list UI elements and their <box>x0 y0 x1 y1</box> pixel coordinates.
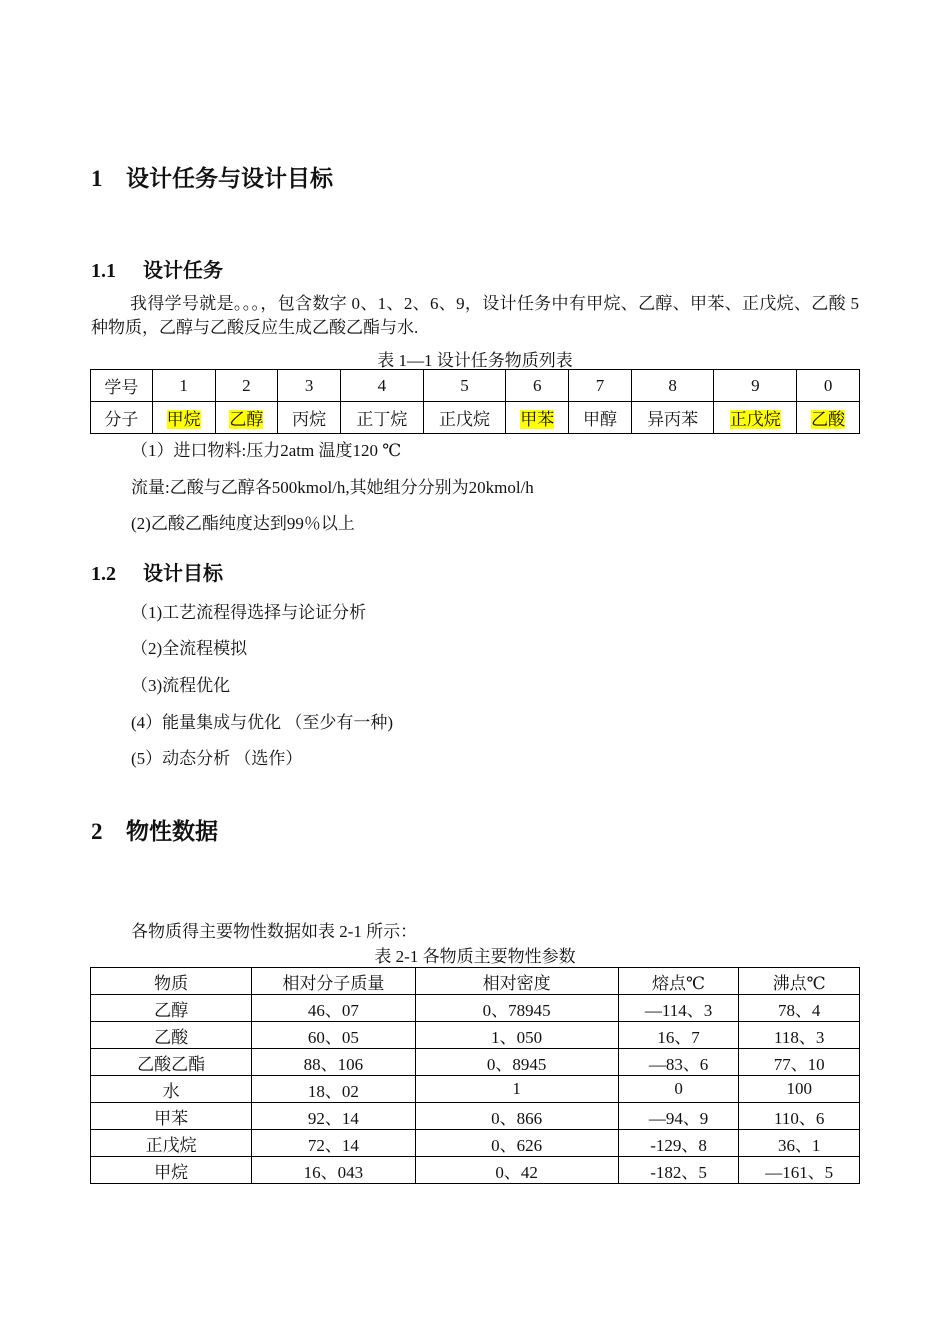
section-number: 1.1 <box>91 260 116 282</box>
physical-properties-table <box>90 967 860 1184</box>
table-row <box>91 1103 860 1130</box>
table-cell: 0、78945 <box>415 995 618 1022</box>
table-cell: 甲烷 <box>91 1157 252 1184</box>
goal-item: （2)全流程模拟 <box>131 639 248 658</box>
table-cell <box>714 402 797 434</box>
table-cell <box>152 402 215 434</box>
table-cell: —161、5 <box>739 1157 860 1184</box>
table-cell: 8 <box>631 370 714 402</box>
table-cell: 学号 <box>91 370 153 402</box>
table-cell: 16、7 <box>618 1022 739 1049</box>
section-1-2-heading <box>91 557 223 586</box>
table-cell: 0 <box>618 1076 739 1103</box>
table-row <box>91 1157 860 1184</box>
goal-item: （3)流程优化 <box>131 676 231 695</box>
table-cell: 乙酸乙酯 <box>91 1049 252 1076</box>
table-cell: 6 <box>506 370 569 402</box>
table-cell: 1 <box>152 370 215 402</box>
table-cell: 3 <box>278 370 341 402</box>
table-cell: 0 <box>797 370 860 402</box>
table-row <box>91 1049 860 1076</box>
table-cell: 78、4 <box>739 995 860 1022</box>
table-cell: 0、626 <box>415 1130 618 1157</box>
table-cell: 60、05 <box>252 1022 415 1049</box>
table-cell: 118、3 <box>739 1022 860 1049</box>
highlighted-substance: 乙酸 <box>811 410 846 429</box>
table-cell: 正丁烷 <box>341 402 424 434</box>
section-title: 物性数据 <box>126 819 218 844</box>
table-cell: 0、866 <box>415 1103 618 1130</box>
table-cell: 88、106 <box>252 1049 415 1076</box>
table-cell: -129、8 <box>618 1130 739 1157</box>
table-cell: 丙烷 <box>278 402 341 434</box>
section-title: 设计目标 <box>143 563 223 585</box>
table-cell: 16、043 <box>252 1157 415 1184</box>
condition-line: 流量:乙酸与乙醇各500kmol/h,其她组分分别为20kmol/h <box>131 478 534 497</box>
table-cell: —114、3 <box>618 995 739 1022</box>
table-cell: 甲苯 <box>91 1103 252 1130</box>
table-cell: 正戊烷 <box>91 1130 252 1157</box>
highlighted-substance: 正戊烷 <box>729 410 781 429</box>
table-cell: 46、07 <box>252 995 415 1022</box>
table-cell: 9 <box>714 370 797 402</box>
table-1-caption: 表 1—1 设计任务物质列表 <box>377 351 573 370</box>
table-cell <box>506 402 569 434</box>
highlighted-substance: 甲烷 <box>166 410 201 429</box>
table-cell: 甲醇 <box>569 402 632 434</box>
highlighted-substance: 乙醇 <box>229 410 264 429</box>
goal-item: （1)工艺流程得选择与论证分析 <box>131 603 367 622</box>
table-cell: 4 <box>341 370 424 402</box>
table-cell: 异丙苯 <box>631 402 714 434</box>
task-paragraph: 我得学号就是。。。，包含数字 0、1、2、6、9，设计任务中有甲烷、乙醇、甲苯、正戊烷、乙酸 5 种物质，乙醇与乙酸反应生成乙酸乙酯与水. <box>91 294 859 337</box>
table-cell: 乙酸 <box>91 1022 252 1049</box>
goal-item: (5）动态分析 （选作） <box>131 749 303 768</box>
table-cell: 1 <box>415 1076 618 1103</box>
column-header: 熔点℃ <box>618 968 739 995</box>
table-cell: 5 <box>423 370 506 402</box>
table-cell: 18、02 <box>252 1076 415 1103</box>
table-header-row <box>91 968 860 995</box>
table-cell <box>797 402 860 434</box>
condition-line: (2)乙酸乙酯纯度达到99％以上 <box>131 514 355 533</box>
table-cell: 正戊烷 <box>423 402 506 434</box>
table-row <box>91 1022 860 1049</box>
table-cell <box>215 402 278 434</box>
table-row <box>91 402 860 434</box>
table-cell: 92、14 <box>252 1103 415 1130</box>
table-cell: 水 <box>91 1076 252 1103</box>
highlighted-substance: 甲苯 <box>520 410 555 429</box>
section-1-heading <box>91 160 333 193</box>
column-header: 相对分子质量 <box>252 968 415 995</box>
table-row <box>91 1130 860 1157</box>
table-cell: 乙醇 <box>91 995 252 1022</box>
task-substance-table <box>90 369 860 434</box>
table-cell: 7 <box>569 370 632 402</box>
table-cell: 0、42 <box>415 1157 618 1184</box>
condition-line: （1）进口物料:压力2atm 温度120 ℃ <box>131 441 402 460</box>
table-row <box>91 370 860 402</box>
column-header: 物质 <box>91 968 252 995</box>
table-row <box>91 995 860 1022</box>
section-2-heading <box>91 813 218 846</box>
section-1-1-heading <box>91 254 223 283</box>
table-cell: 100 <box>739 1076 860 1103</box>
section-number: 1.2 <box>91 563 116 585</box>
section-title: 设计任务与设计目标 <box>126 166 333 191</box>
table-cell: 2 <box>215 370 278 402</box>
table-cell: 72、14 <box>252 1130 415 1157</box>
table-cell: 77、10 <box>739 1049 860 1076</box>
section-number: 1 <box>91 166 103 191</box>
table-cell: -182、5 <box>618 1157 739 1184</box>
table-cell: 36、1 <box>739 1130 860 1157</box>
table-cell: 分子 <box>91 402 153 434</box>
table-cell: 0、8945 <box>415 1049 618 1076</box>
table-cell: 110、6 <box>739 1103 860 1130</box>
table-row <box>91 1076 860 1103</box>
column-header: 相对密度 <box>415 968 618 995</box>
table-2-caption: 表 2-1 各物质主要物性参数 <box>374 947 576 966</box>
table-cell: —94、9 <box>618 1103 739 1130</box>
section-2-intro: 各物质得主要物性数据如表 2-1 所示： <box>131 922 418 941</box>
section-title: 设计任务 <box>143 260 223 282</box>
table-cell: —83、6 <box>618 1049 739 1076</box>
section-number: 2 <box>91 819 103 844</box>
goal-item: (4）能量集成与优化 （至少有一种) <box>131 713 394 732</box>
table-cell: 1、050 <box>415 1022 618 1049</box>
column-header: 沸点℃ <box>739 968 860 995</box>
